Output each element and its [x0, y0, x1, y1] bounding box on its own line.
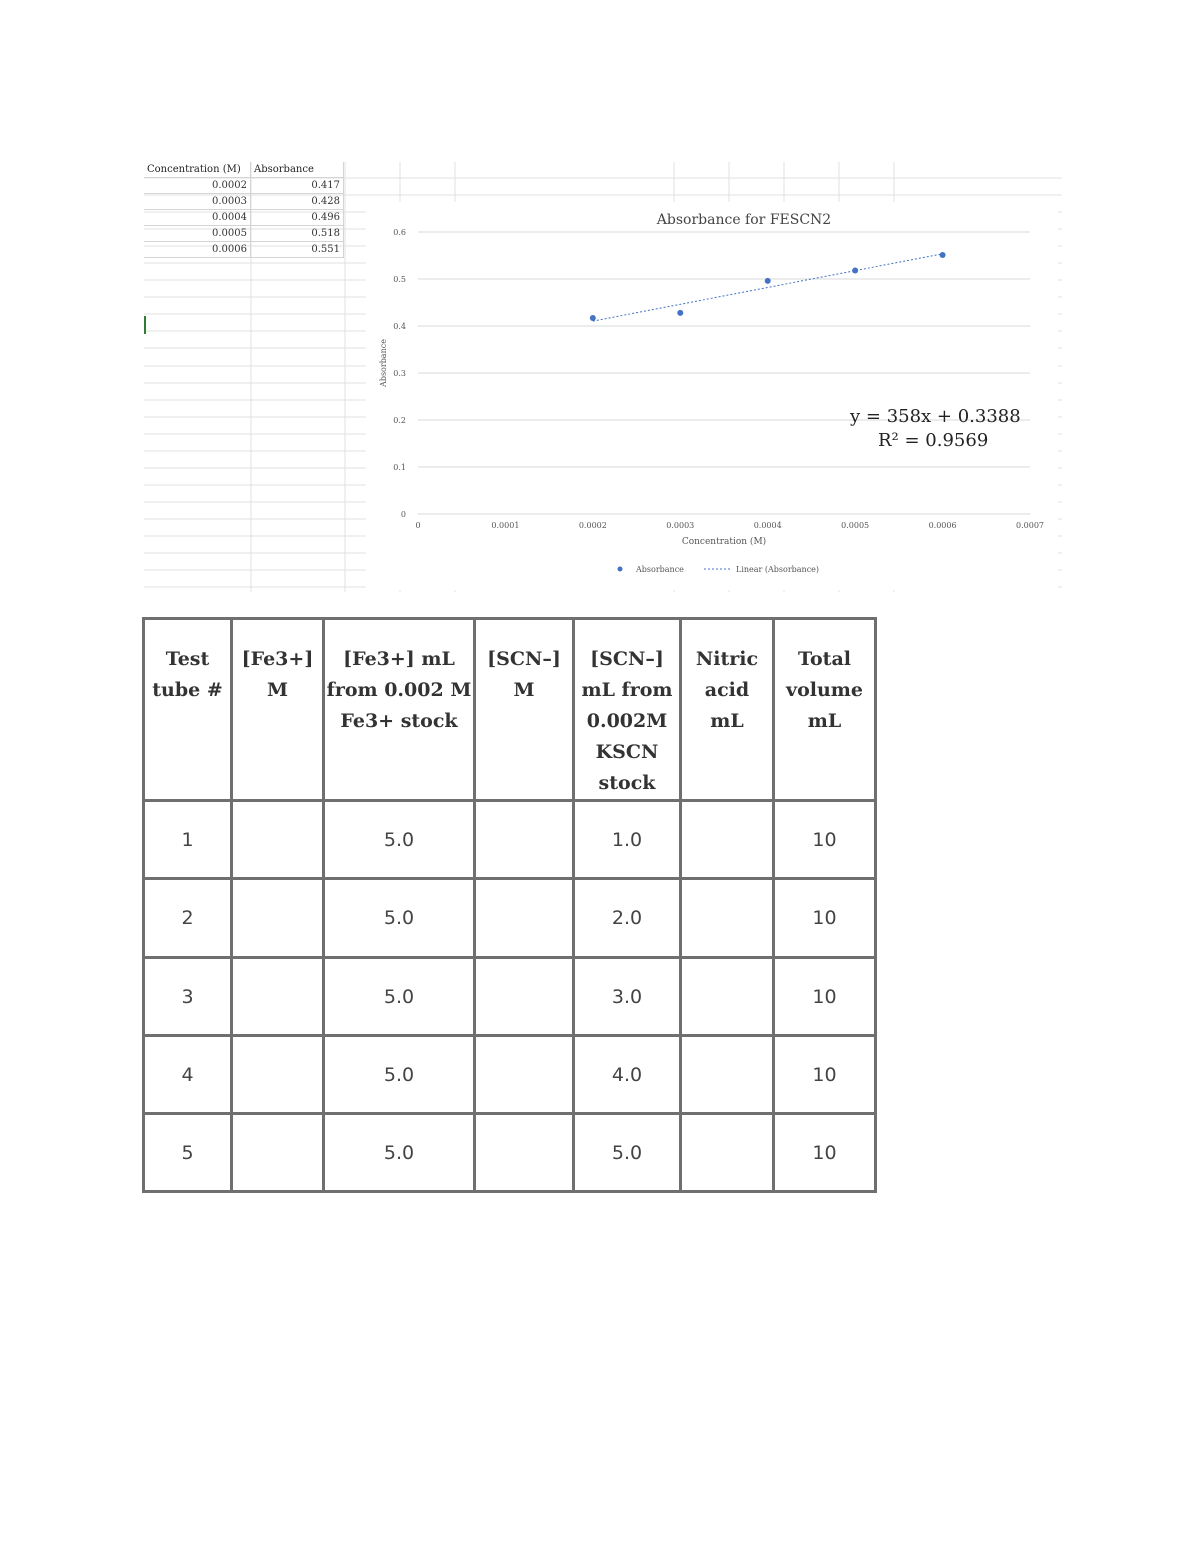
column-header	[681, 619, 774, 801]
table-cell: 4	[144, 1036, 232, 1114]
column-header-line: mL	[710, 710, 744, 732]
column-header-line: mL from	[581, 679, 673, 701]
column-header-line: [SCN–]	[590, 648, 664, 670]
column-header-line: Total	[798, 648, 851, 670]
table-cell: 5.0	[574, 1114, 681, 1192]
table-cell	[232, 801, 324, 879]
table-row	[144, 801, 876, 879]
legend-marker	[618, 567, 623, 572]
table-cell: 3	[144, 958, 232, 1036]
table-cell	[681, 958, 774, 1036]
table-cell: 5.0	[324, 1114, 475, 1192]
table-row	[144, 958, 876, 1036]
table-cell	[475, 958, 574, 1036]
table-cell: 10	[774, 801, 876, 879]
absorbance-chart	[366, 202, 1058, 590]
column-header-line: mL	[807, 710, 842, 732]
table-cell	[232, 1036, 324, 1114]
table-cell: 1	[144, 801, 232, 879]
column-header	[232, 619, 324, 801]
table-cell: 4.0	[574, 1036, 681, 1114]
x-axis-label: Concentration (M)	[681, 537, 767, 547]
x-tick-label: 0.0001	[491, 521, 520, 530]
x-tick-label: 0.0005	[841, 521, 870, 530]
table-cell	[232, 958, 324, 1036]
trend-equation: y = 358x + 0.3388	[850, 406, 1021, 427]
column-header	[324, 619, 475, 801]
data-point	[677, 310, 683, 316]
test-tube-table	[142, 617, 877, 1193]
absorbance-cell: 0.496	[251, 210, 344, 226]
y-tick-label: 0.6	[393, 228, 406, 237]
x-tick-label: 0.0002	[578, 521, 607, 530]
x-tick-label: 0	[415, 521, 421, 530]
table-cell: 10	[774, 958, 876, 1036]
y-tick-label: 0.2	[393, 416, 406, 425]
table-cell	[475, 801, 574, 879]
table-cell	[232, 1114, 324, 1192]
absorbance-chart-svg	[366, 202, 1058, 590]
column-header-line: [Fe3+]	[241, 648, 314, 670]
table-cell: 3.0	[574, 958, 681, 1036]
data-point	[590, 315, 596, 321]
table-cell	[232, 879, 324, 958]
y-axis-label: Absorbance	[379, 339, 388, 387]
table-row	[144, 1036, 876, 1114]
y-tick-label: 0	[400, 510, 406, 519]
absorbance-cell: 0.551	[251, 242, 344, 258]
y-tick-label: 0.4	[393, 322, 406, 331]
y-tick-label: 0.3	[393, 369, 406, 378]
absorbance-cell: 0.518	[251, 226, 344, 242]
table-cell: 5.0	[324, 1036, 475, 1114]
legend-trendline-label: Linear (Absorbance)	[736, 565, 820, 574]
spreadsheet-screenshot	[144, 162, 1062, 592]
mini-table-row	[144, 178, 344, 194]
column-header-line: Fe3+ stock	[340, 710, 458, 732]
column-header-line: Test	[165, 648, 210, 670]
data-point	[852, 268, 858, 274]
legend-series-label: Absorbance	[636, 565, 684, 574]
chart-title: Absorbance for FESCN2	[656, 212, 832, 228]
concentration-absorbance-table	[144, 162, 344, 258]
table-cell: 2.0	[574, 879, 681, 958]
concentration-cell: 0.0006	[144, 242, 251, 258]
mini-table-row	[144, 242, 344, 258]
table-cell: 10	[774, 1036, 876, 1114]
column-header-line: [Fe3+] mL	[343, 648, 455, 670]
column-header-line: [SCN–]	[487, 648, 561, 670]
y-tick-label: 0.5	[393, 275, 406, 284]
table-cell: 5	[144, 1114, 232, 1192]
column-header-line: M	[266, 679, 289, 701]
column-header-line: volume	[786, 679, 863, 701]
table-cell	[681, 1114, 774, 1192]
absorbance-cell: 0.428	[251, 194, 344, 210]
concentration-cell: 0.0003	[144, 194, 251, 210]
column-header-line: M	[513, 679, 535, 701]
column-header	[774, 619, 876, 801]
concentration-cell: 0.0004	[144, 210, 251, 226]
mini-table-header-cell: Concentration (M)	[144, 162, 251, 178]
column-header-line: 0.002M	[586, 710, 668, 732]
column-header	[574, 619, 681, 801]
mini-table-header-row	[144, 162, 344, 178]
data-point	[940, 252, 946, 258]
concentration-cell: 0.0005	[144, 226, 251, 242]
mini-table-header-cell: Absorbance	[251, 162, 344, 178]
table-cell	[681, 801, 774, 879]
x-tick-label: 0.0007	[1016, 521, 1044, 530]
table-cell: 1.0	[574, 801, 681, 879]
column-header-line: tube #	[152, 679, 223, 701]
column-header-line: Nitric	[695, 648, 759, 670]
table-cell	[475, 1114, 574, 1192]
table-cell: 10	[774, 879, 876, 958]
x-tick-label: 0.0004	[753, 521, 782, 530]
mini-table-row	[144, 194, 344, 210]
column-header-line: from 0.002 M	[326, 679, 472, 701]
concentration-cell: 0.0002	[144, 178, 251, 194]
r-squared: R² = 0.9569	[878, 430, 989, 451]
table-cell	[681, 1036, 774, 1114]
table-cell: 10	[774, 1114, 876, 1192]
y-tick-label: 0.1	[393, 463, 406, 472]
trendline	[593, 254, 943, 321]
mini-table-row	[144, 226, 344, 242]
table-row	[144, 1114, 876, 1192]
data-point	[765, 278, 771, 284]
column-header	[144, 619, 232, 801]
absorbance-cell: 0.417	[251, 178, 344, 194]
table-row	[144, 879, 876, 958]
table-cell	[681, 879, 774, 958]
column-header	[475, 619, 574, 801]
table-cell: 5.0	[324, 958, 475, 1036]
table-cell	[475, 1036, 574, 1114]
table-cell: 5.0	[324, 801, 475, 879]
column-header-line: acid	[704, 679, 750, 701]
x-tick-label: 0.0006	[928, 521, 957, 530]
column-header-line: KSCN	[595, 741, 659, 763]
table-cell: 2	[144, 879, 232, 958]
x-tick-label: 0.0003	[666, 521, 695, 530]
table-cell	[475, 879, 574, 958]
mini-table-row	[144, 210, 344, 226]
table-cell: 5.0	[324, 879, 475, 958]
column-header-line: stock	[598, 772, 656, 794]
